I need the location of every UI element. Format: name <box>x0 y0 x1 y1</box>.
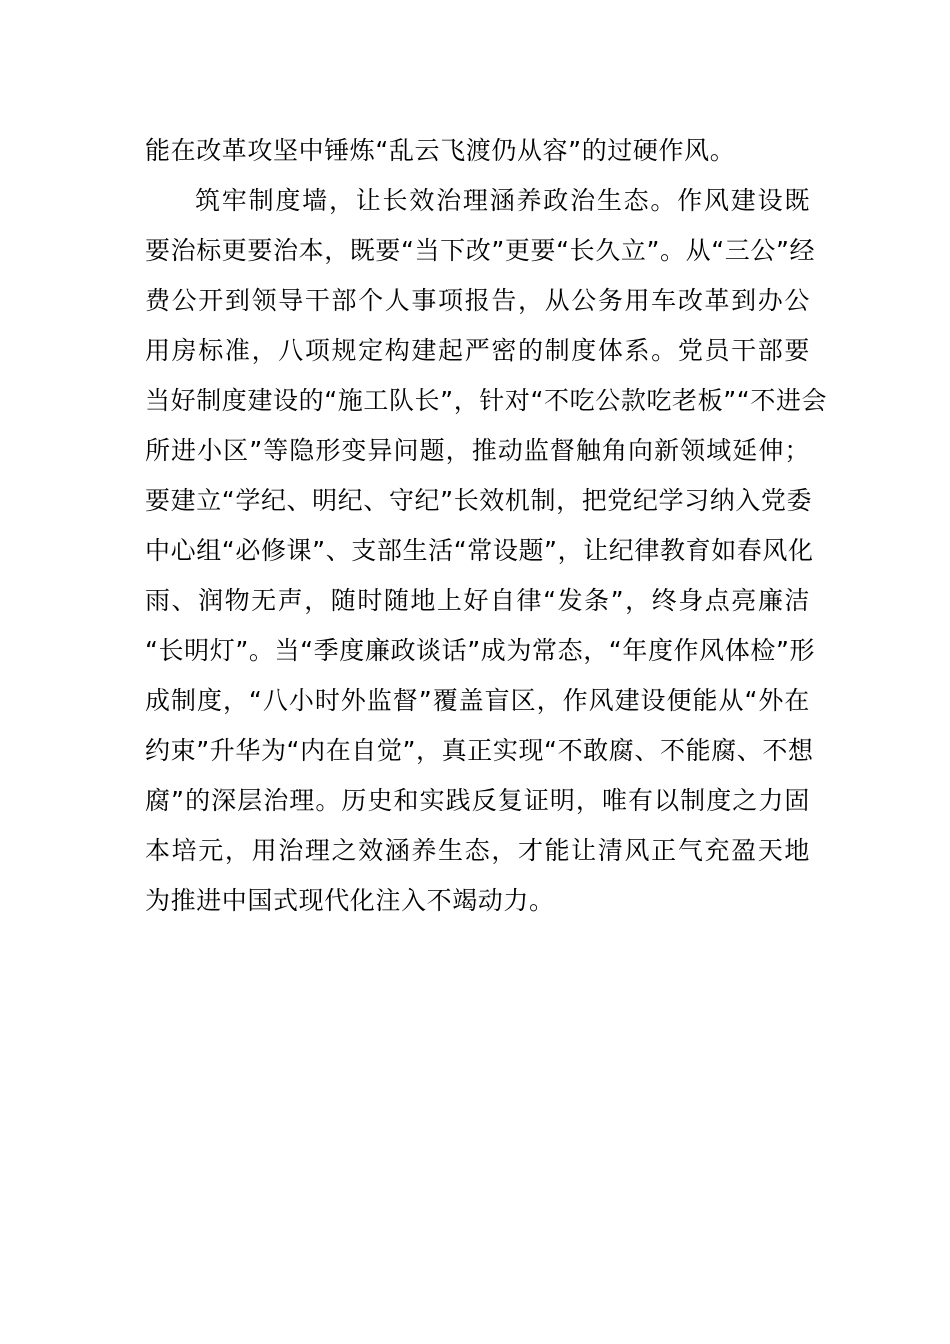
document-body <box>145 126 828 926</box>
paragraph-last-line: 为推进中国式现代化注入不竭动力。 <box>145 886 555 915</box>
paragraph-line: 约束”升华为“内在自觉”，真正实现“不敢腐、不能腐、不想 <box>145 736 814 765</box>
paragraph-line: 雨、润物无声，随时随地上好自律“发条”，终身点亮廉洁 <box>145 586 810 615</box>
paragraph-line: 成制度，“八小时外监督”覆盖盲区，作风建设便能从“外在 <box>145 686 810 715</box>
paragraph-line: “长明灯”。当“季度廉政谈话”成为常态，“年度作风体检”形 <box>145 636 816 665</box>
paragraph-line: 所进小区”等隐形变异问题，推动监督触角向新领域延伸； <box>145 436 810 465</box>
paragraph-line: 本培元，用治理之效涵养生态，才能让清风正气充盈天地 <box>145 836 810 865</box>
paragraph-line: 费公开到领导干部个人事项报告，从公务用车改革到办公 <box>145 286 810 315</box>
paragraph-line: 当好制度建设的“施工队长”，针对“不吃公款吃老板”“不进会 <box>145 386 828 415</box>
paragraph-line: 能在改革攻坚中锤炼“乱云飞渡仍从容”的过硬作风。 <box>145 136 736 165</box>
paragraph-line: 用房标准，八项规定构建起严密的制度体系。党员干部要 <box>145 336 810 365</box>
paragraph-first-line: 筑牢制度墙，让长效治理涵养政治生态。作风建设既 <box>195 186 810 215</box>
paragraph-line: 要建立“学纪、明纪、守纪”长效机制，把党纪学习纳入党委 <box>145 486 813 515</box>
paragraph-line: 中心组“必修课”、支部生活“常设题”，让纪律教育如春风化 <box>145 536 814 565</box>
paragraph-line: 腐”的深层治理。历史和实践反复证明，唯有以制度之力固 <box>145 786 810 815</box>
paragraph-line: 要治标更要治本，既要“当下改”更要“长久立”。从“三公”经 <box>145 236 816 265</box>
